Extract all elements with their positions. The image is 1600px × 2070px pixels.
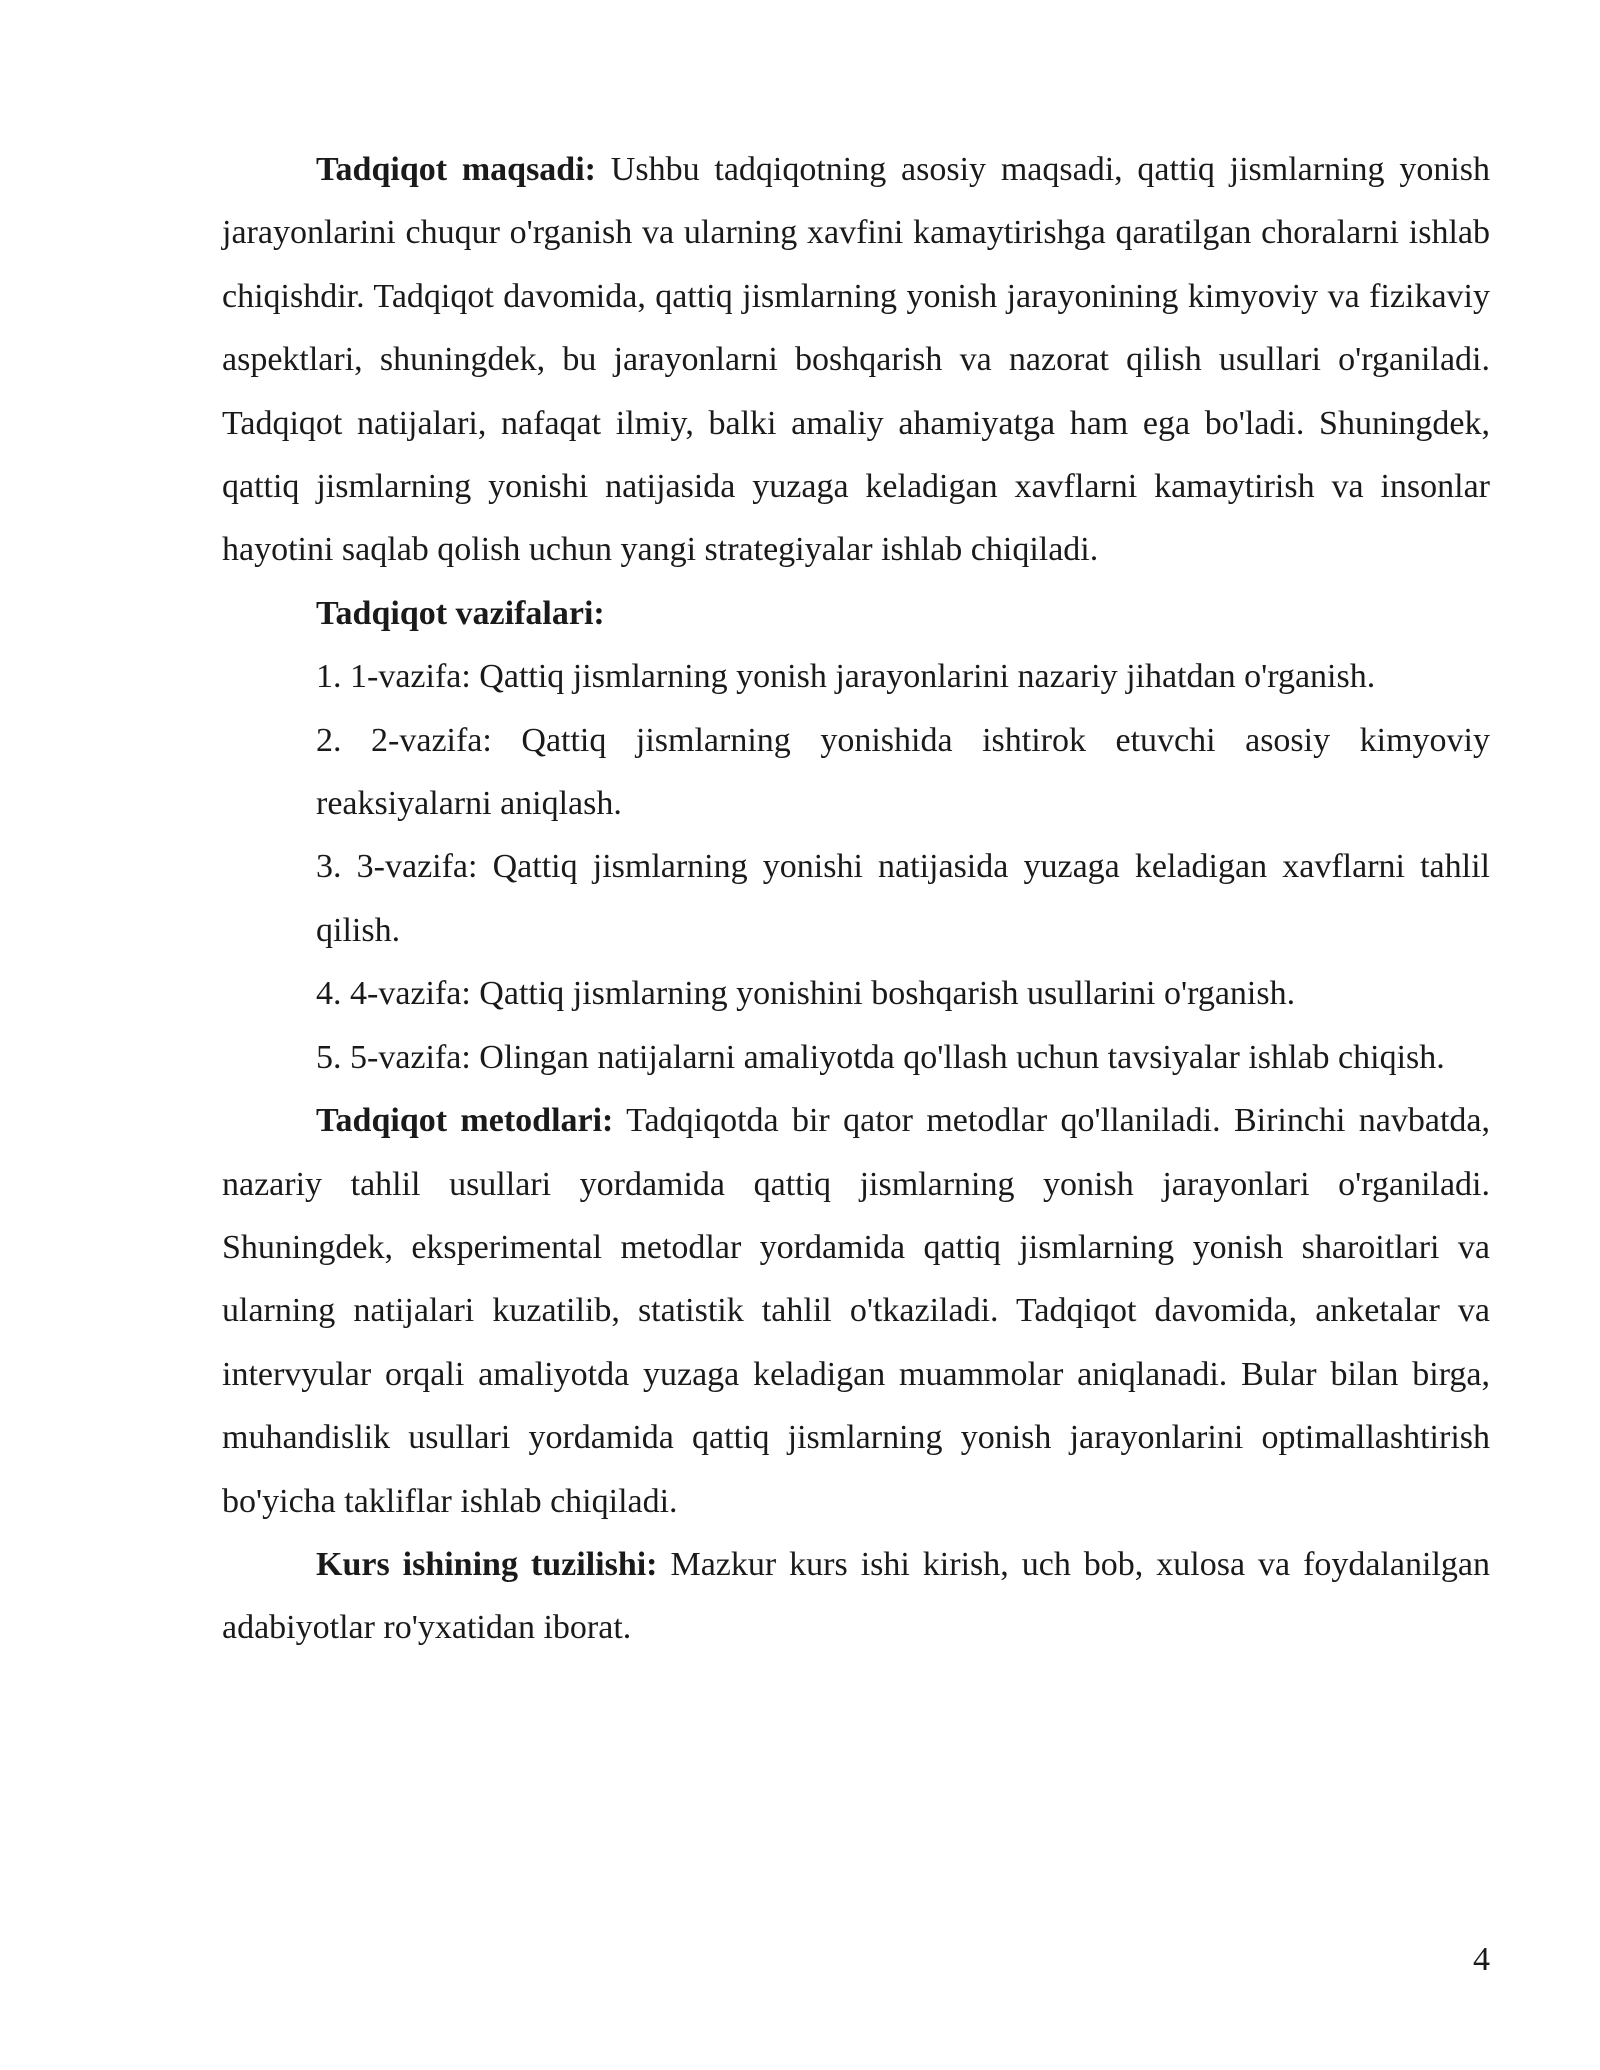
list-item: 3. 3-vazifa: Qattiq jismlarning yonishi natijasida yuzaga keladigan xavflarni tahlil qilish. [316,848,1490,949]
methods-label: Tadqiqot metodlari: [316,1102,614,1140]
list-item: 4. 4-vazifa: Qattiq jismlarning yonishini boshqarish usullarini o'rganish. [316,975,1296,1013]
list-item: 2. 2-vazifa: Qattiq jismlarning yonishida ishtirok etuvchi asosiy kimyoviy reaksiyalarni aniqlash. [316,721,1490,823]
list-item: 5. 5-vazifa: Olingan natijalarni amaliyotda qo'llash uchun tavsiyalar ishlab chiqish. [316,1038,1445,1076]
structure-paragraph [222,1533,1490,1660]
purpose-text: Ushbu tadqiqotning asosiy maqsadi, qattiq jismlarning yonish jarayonlarini chuqur o'rganish va ularning xavfini kamaytirishga qaratilgan choralarni ishlab chiqishdir. Tadqiqot davomida, qattiq jismlarning yonish jarayonining kimyoviy va fizikaviy aspektlari, shuningdek, bu jarayonlarni boshqarish va nazorat qilish usullari o'rganiladi. Tadqiqot natijalari, nafaqat ilmiy, balki amaliy ahamiyatga ham ega bo'ladi. Shuningdek, qattiq jismlarning yonishi natijasida yuzaga keladigan xavflarni kamaytirish va insonlar hayotini saqlab qolish uchun yangi strategiyalar ishlab chiqiladi. [222,151,1491,569]
tasks-label: Tadqiqot vazifalari: [316,594,605,632]
methods-text: Tadqiqotda bir qator metodlar qo'llaniladi. Birinchi navbatda, nazariy tahlil usullari yordamida qattiq jismlarning yonish jarayonlari o'rganiladi. Shuningdek, eksperimental metodlar yordamida qattiq jismlarning yonish sharoitlari va ularning natijalari kuzatilib, statistik tahlil o'tkaziladi. Tadqiqot davomida, anketalar va intervyular orqali amaliyotda yuzaga keladigan muammolar aniqlanadi. Bular bilan birga, muhandislik usullari yordamida qattiq jismlarning yonish jarayonlarini optimallashtirish bo'yicha takliflar ishlab chiqiladi. [222,1102,1490,1520]
tasks-list [222,645,1490,1089]
structure-text: Mazkur kurs ishi kirish, uch bob, xulosa va foydalanilgan adabiyotlar ro'yxatidan iborat. [222,1545,1491,1647]
purpose-label: Tadqiqot maqsadi: [316,151,596,188]
methods-paragraph [222,1089,1490,1533]
purpose-paragraph [222,138,1490,582]
list-item: 1. 1-vazifa: Qattiq jismlarning yonish jarayonlarini nazariy jihatdan o'rganish. [316,658,1376,696]
tasks-heading [222,582,1490,645]
page-number: 4 [1473,1941,1490,1978]
page-content [222,138,1490,1660]
structure-label: Kurs ishining tuzilishi: [316,1545,658,1583]
